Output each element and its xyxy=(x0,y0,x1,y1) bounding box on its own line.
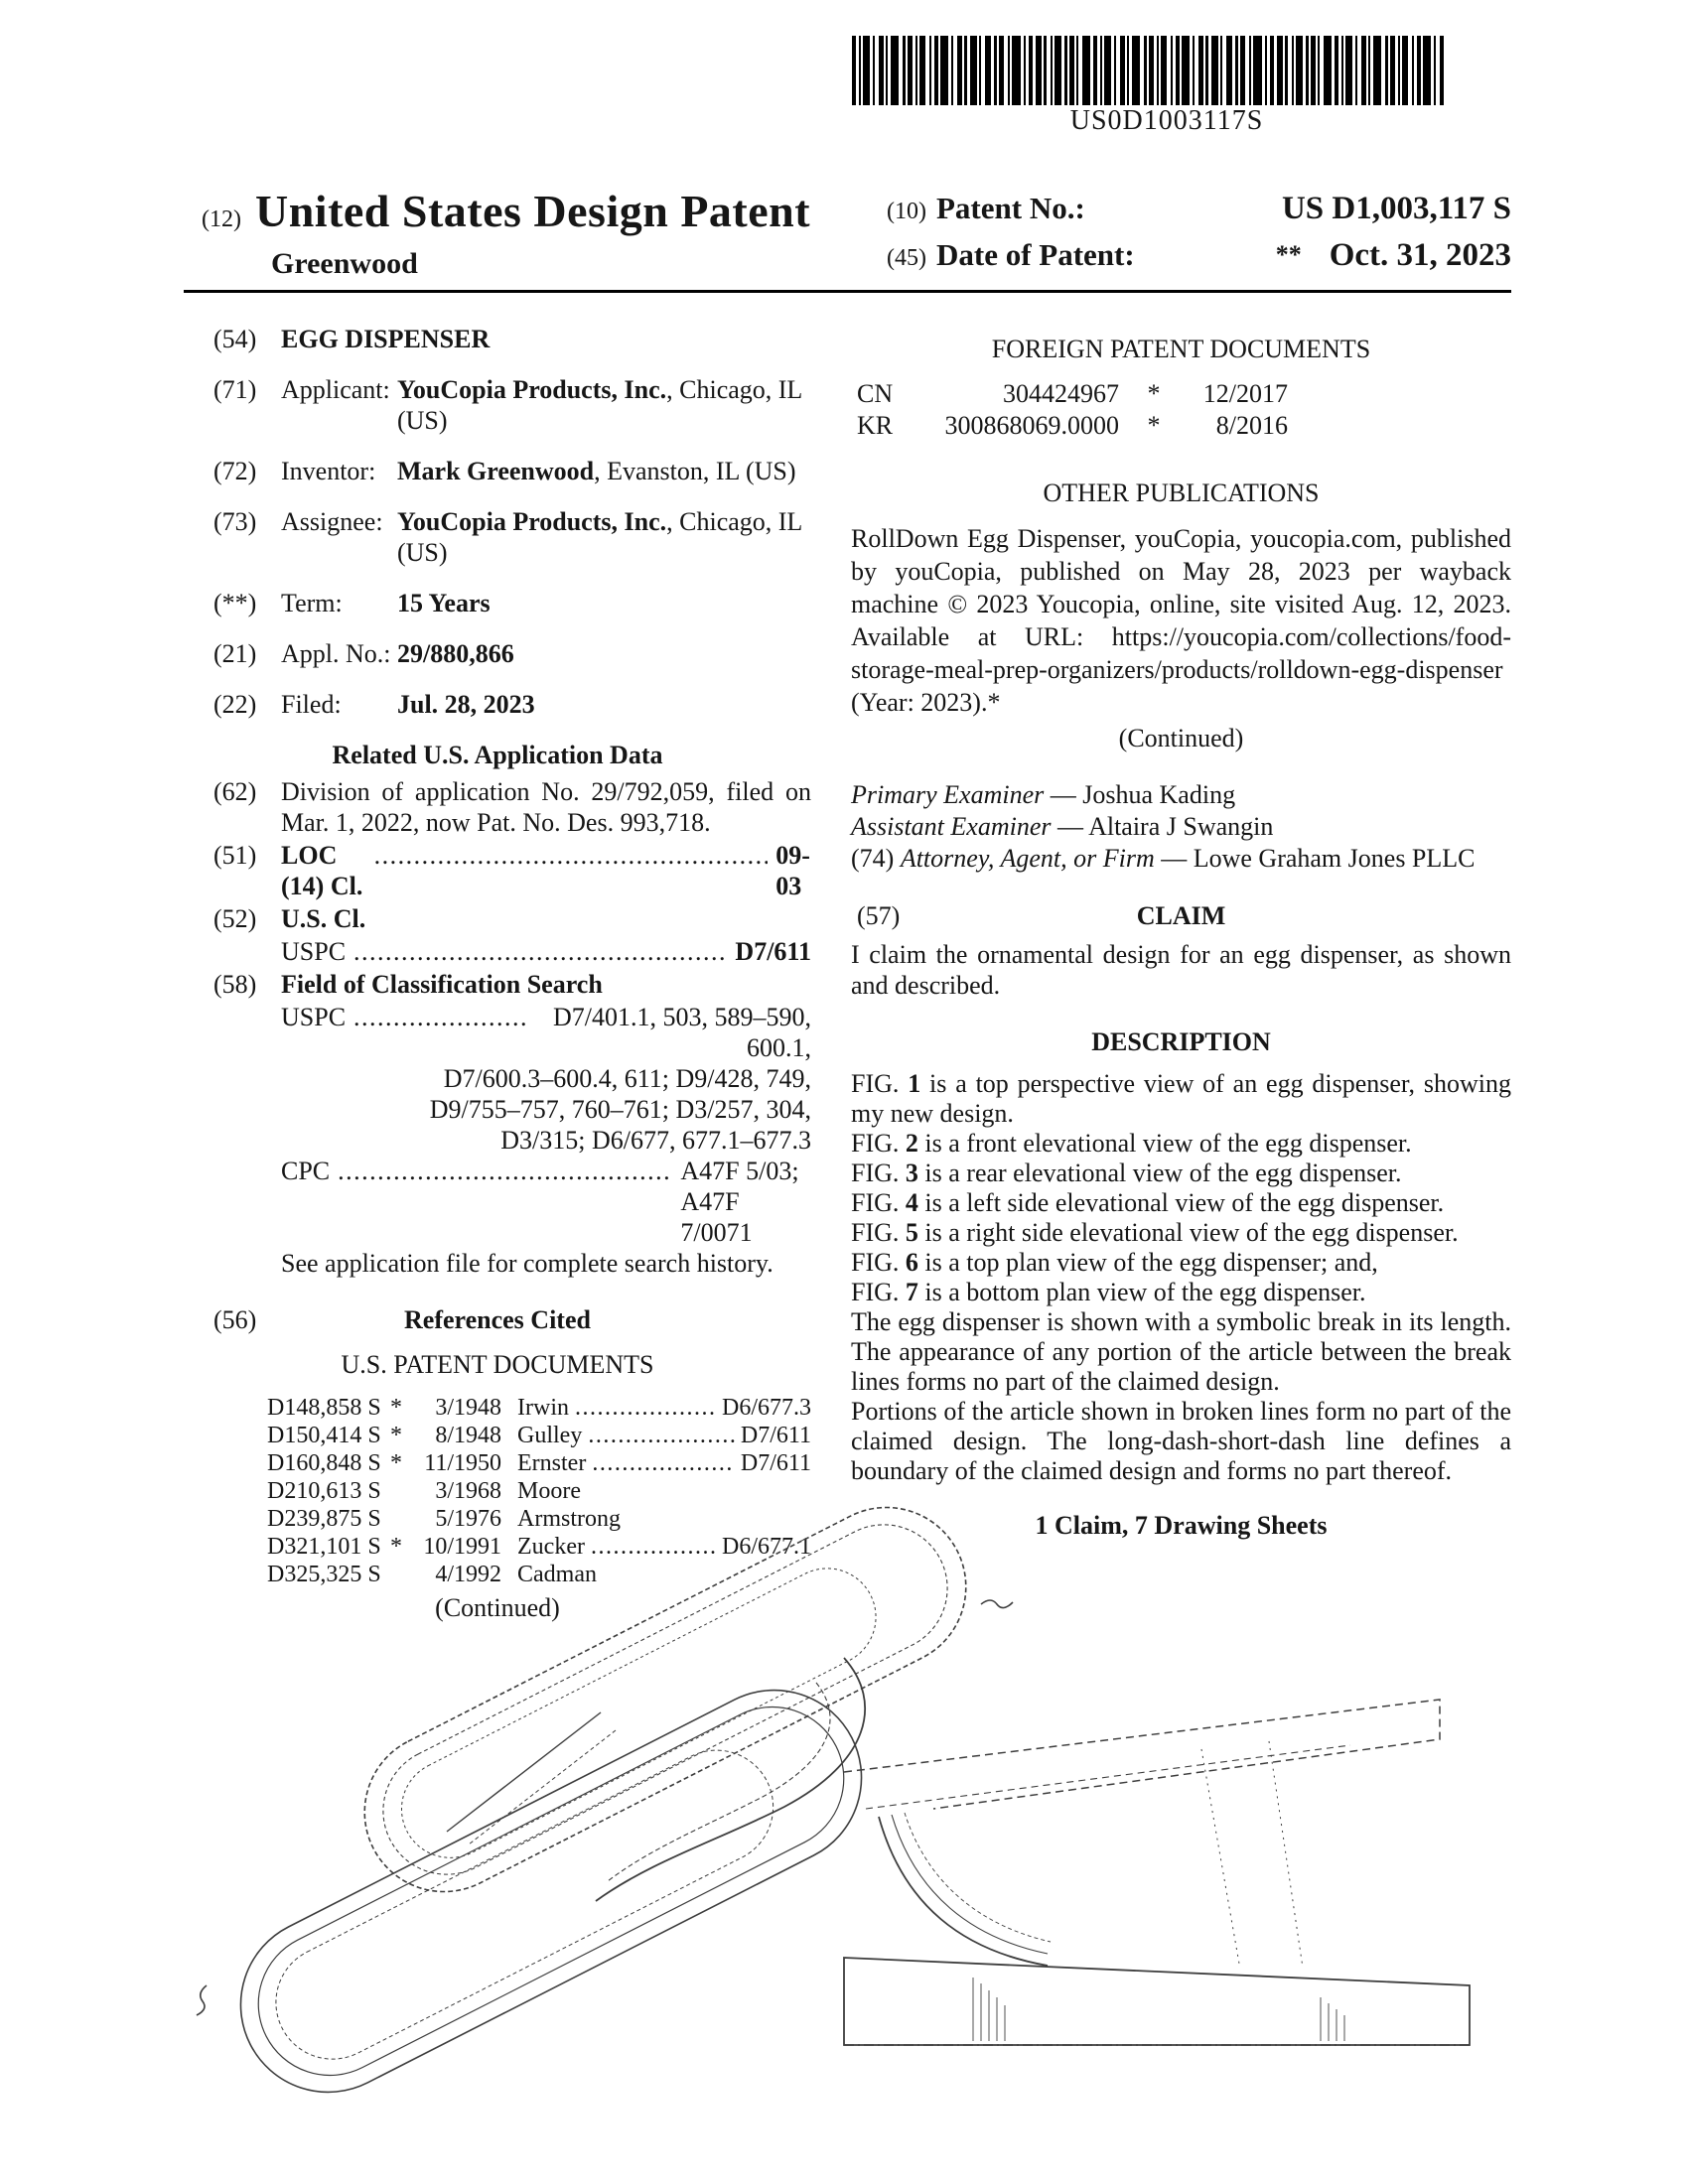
references-continued-note: (Continued) xyxy=(435,1593,560,1622)
inid-code-58: (58) xyxy=(213,970,257,999)
left-column xyxy=(184,324,811,1623)
attorney-line: (74) Attorney, Agent, or Firm — Lowe Graham Jones PLLC xyxy=(851,844,1476,873)
search-uspc-line3: D9/755–757, 760–761; D3/257, 304, xyxy=(429,1095,811,1124)
division-row xyxy=(184,776,811,838)
foreign-patent-number: 304424967 xyxy=(1003,379,1119,408)
barcode-bars xyxy=(852,36,1444,105)
invention-title: EGG DISPENSER xyxy=(281,325,491,353)
application-number-row xyxy=(184,638,811,669)
search-uspc-line1 xyxy=(281,1002,811,1063)
related-data-heading: Related U.S. Application Data xyxy=(332,741,663,769)
uspc-value: D7/611 xyxy=(735,937,811,966)
table-row xyxy=(851,378,1511,410)
foreign-documents-heading: FOREIGN PATENT DOCUMENTS xyxy=(991,335,1371,363)
applicant-row xyxy=(184,374,811,436)
leader-dots xyxy=(353,936,727,967)
table-row xyxy=(184,1449,811,1477)
inid-code-62: (62) xyxy=(213,777,257,806)
description-paragraph: The egg dispenser is shown with a symbolic break in its length. The appearance of any portion of the article between the break lines forms no part of the claimed design. xyxy=(851,1307,1511,1396)
search-cpc-values: A47F 5/03; A47F 7/0071 xyxy=(680,1157,799,1247)
filed-row xyxy=(184,689,811,720)
patent-number: D239,875 S xyxy=(267,1506,381,1532)
leader-dots xyxy=(592,1449,735,1477)
description-paragraph: Portions of the article shown in broken lines form no part of the claimed design. The long-dash-short-dash line defines a boundary of the claimed design and forms no part thereof. xyxy=(851,1397,1511,1485)
applicant-label: Applicant: xyxy=(281,375,390,404)
claim-heading: CLAIM xyxy=(1136,901,1226,930)
description-heading: DESCRIPTION xyxy=(1091,1027,1271,1056)
division-text: Division of application No. 29/792,059, filed on Mar. 1, 2022, now Pat. No. Des. 993,718. xyxy=(281,777,811,837)
citation-star: * xyxy=(390,1395,402,1421)
other-publications-heading: OTHER PUBLICATIONS xyxy=(1043,478,1320,507)
us-patent-documents-heading: U.S. PATENT DOCUMENTS xyxy=(341,1350,654,1379)
assignee-value: YouCopia Products, Inc., Chicago, IL (US) xyxy=(397,507,802,567)
appl-no-value: 29/880,866 xyxy=(397,639,514,668)
patent-number: D150,414 S xyxy=(267,1423,381,1448)
us-class-row xyxy=(184,903,811,934)
references-heading-row xyxy=(184,1304,811,1335)
patent-number: D321,101 S xyxy=(267,1534,381,1560)
patent-date: 5/1976 xyxy=(435,1506,501,1532)
term-label: Term: xyxy=(281,589,343,617)
assistant-examiner-line: Assistant Examiner — Altaira J Swangin xyxy=(851,812,1274,841)
patent-no-label: Patent No.: xyxy=(935,191,1085,225)
figure-side-view xyxy=(844,1700,1470,2045)
class-code: D6/677.3 xyxy=(722,1395,811,1421)
patent-date: 4/1992 xyxy=(435,1562,501,1587)
inid-code-12: (12) xyxy=(202,206,241,232)
loc-class-row xyxy=(184,840,811,901)
citation-star: * xyxy=(390,1534,402,1560)
date-of-patent-label: Date of Patent: xyxy=(935,237,1135,272)
search-cpc-label: CPC xyxy=(281,1157,331,1185)
inid-code-45: (45) xyxy=(887,245,926,271)
leader-dots xyxy=(588,1422,735,1449)
patent-no-value: US D1,003,117 S xyxy=(1281,191,1511,226)
page-header xyxy=(184,185,1511,281)
leader-dots xyxy=(374,840,769,901)
appl-no-label: Appl. No.: xyxy=(281,639,391,668)
patent-number: D160,848 S xyxy=(267,1450,381,1476)
class-code: D7/611 xyxy=(740,1423,811,1448)
references-heading: References Cited xyxy=(404,1305,591,1334)
fig-description: FIG. 7 is a bottom plan view of the egg dispenser. xyxy=(851,1278,1366,1306)
inid-code-21: (21) xyxy=(213,639,257,668)
patentee-name: Irwin xyxy=(517,1395,569,1421)
fig-description: FIG. 4 is a left side elevational view of the egg dispenser. xyxy=(851,1188,1445,1217)
uspc-row xyxy=(281,936,811,967)
patent-date: 8/1948 xyxy=(435,1423,501,1448)
patentee-name: Armstrong xyxy=(517,1506,621,1532)
examiner-block xyxy=(851,779,1511,875)
search-note: See application file for complete search history. xyxy=(281,1249,774,1278)
other-publications-text: RollDown Egg Dispenser, youCopia, youcopia.com, published by youCopia, published on May 28, 2023 per wayback machine © 2023 Youcopia, online, site visited Aug. 12, 2023. Available at URL: https://youcopia.com/collections/food-storage-meal-prep-organizers/products/rolldown-egg-dispenser (Year: 2023).* xyxy=(851,524,1511,717)
citation-star: * xyxy=(390,1450,402,1476)
uspc-label: USPC xyxy=(281,937,347,966)
table-row xyxy=(851,410,1511,442)
fig-description: FIG. 3 is a rear elevational view of the egg dispenser. xyxy=(851,1159,1402,1187)
assignee-row xyxy=(184,506,811,568)
fig-description: FIG. 6 is a top plan view of the egg dispenser; and, xyxy=(851,1248,1378,1277)
loc-value: 09-03 xyxy=(775,841,810,900)
inid-code-54: (54) xyxy=(213,325,257,353)
patentee-name: Zucker xyxy=(517,1534,585,1560)
foreign-patent-date: 12/2017 xyxy=(1202,379,1288,408)
leader-dots xyxy=(353,1002,527,1063)
leader-dots xyxy=(338,1156,672,1248)
inid-code-22: (22) xyxy=(213,690,257,719)
field-of-search-label: Field of Classification Search xyxy=(281,970,603,999)
barcode-image xyxy=(852,36,1444,105)
patentee-name: Moore xyxy=(517,1478,581,1504)
citation-star: * xyxy=(390,1423,402,1448)
term-row xyxy=(184,588,811,618)
us-cl-label: U.S. Cl. xyxy=(281,904,366,933)
header-right-block xyxy=(887,191,1511,284)
patent-number: D148,858 S xyxy=(267,1395,381,1421)
inventor-row xyxy=(184,456,811,486)
fig-description: FIG. 1 is a top perspective view of an egg dispenser, showing my new design. xyxy=(851,1069,1511,1128)
publications-continued-note: (Continued) xyxy=(1118,724,1244,752)
patent-number: D325,325 S xyxy=(267,1562,381,1587)
inventor-surname: Greenwood xyxy=(271,247,418,280)
patent-date: 10/1991 xyxy=(423,1534,501,1560)
fig-description: FIG. 2 is a front elevational view of the egg dispenser. xyxy=(851,1129,1412,1158)
filed-label: Filed: xyxy=(281,690,342,719)
search-cpc-line xyxy=(281,1156,811,1248)
patent-number: D210,613 S xyxy=(267,1478,381,1504)
inid-code-71: (71) xyxy=(213,375,257,404)
right-column xyxy=(851,324,1511,1541)
term-tag: (**) xyxy=(213,589,257,617)
inid-code-56: (56) xyxy=(213,1305,257,1334)
search-uspc-line4: D3/315; D6/677, 677.1–677.3 xyxy=(500,1126,811,1155)
search-uspc-label: USPC xyxy=(281,1003,347,1031)
citation-star: * xyxy=(1147,411,1161,440)
inid-code-72: (72) xyxy=(213,457,257,485)
claim-heading-row xyxy=(851,900,1511,931)
inid-code-52: (52) xyxy=(213,904,257,933)
primary-examiner-line: Primary Examiner — Joshua Kading xyxy=(851,780,1236,809)
patentee-name: Cadman xyxy=(517,1562,597,1587)
inid-code-73: (73) xyxy=(213,507,257,536)
loc-label: LOC (14) Cl. xyxy=(281,841,363,900)
inventor-label: Inventor: xyxy=(281,457,376,485)
term-marker-stars: ** xyxy=(1275,240,1302,269)
foreign-patent-number: 300868069.0000 xyxy=(944,411,1119,440)
applicant-value: YouCopia Products, Inc., Chicago, IL (US) xyxy=(397,375,802,435)
inid-code-10: (10) xyxy=(887,199,926,224)
citation-star: * xyxy=(1147,379,1161,408)
document-type-title: United States Design Patent xyxy=(254,186,811,236)
patent-date: 3/1948 xyxy=(435,1395,501,1421)
header-divider-rule xyxy=(184,290,1511,293)
figure-isometric-view xyxy=(197,1489,1013,2105)
patent-date: 3/1968 xyxy=(435,1478,501,1504)
patent-drawing-figure xyxy=(149,1489,1539,2105)
term-value: 15 Years xyxy=(397,589,491,617)
claim-text: I claim the ornamental design for an egg dispenser, as shown and described. xyxy=(851,940,1511,1000)
patentee-name: Gulley xyxy=(517,1423,583,1448)
class-code: D7/611 xyxy=(740,1450,811,1476)
patent-date: 11/1950 xyxy=(424,1450,501,1476)
leader-dots xyxy=(575,1394,716,1422)
country-code: KR xyxy=(857,411,894,440)
table-row xyxy=(184,1422,811,1449)
foreign-patent-date: 8/2016 xyxy=(1215,411,1288,440)
inid-code-57: (57) xyxy=(857,901,901,930)
claims-sheets-note: 1 Claim, 7 Drawing Sheets xyxy=(1035,1511,1328,1540)
class-code: D6/677.1 xyxy=(722,1534,811,1560)
barcode-text: US0D1003117S xyxy=(1069,105,1264,136)
table-row xyxy=(184,1394,811,1422)
date-of-patent-value: Oct. 31, 2023 xyxy=(1329,237,1511,273)
assignee-label: Assignee: xyxy=(281,507,383,536)
country-code: CN xyxy=(857,379,894,408)
fig-description: FIG. 5 is a right side elevational view of the egg dispenser. xyxy=(851,1218,1459,1247)
search-uspc-values1: D7/401.1, 503, 589–590, 600.1, xyxy=(553,1003,811,1062)
search-uspc-line2: D7/600.3–600.4, 611; D9/428, 749, xyxy=(443,1064,811,1093)
patentee-name: Ernster xyxy=(517,1450,587,1476)
inid-code-51: (51) xyxy=(213,841,257,870)
invention-title-row xyxy=(184,324,811,354)
field-of-search-row xyxy=(184,969,811,1000)
filed-value: Jul. 28, 2023 xyxy=(397,690,535,719)
inventor-value: Mark Greenwood, Evanston, IL (US) xyxy=(397,457,796,485)
